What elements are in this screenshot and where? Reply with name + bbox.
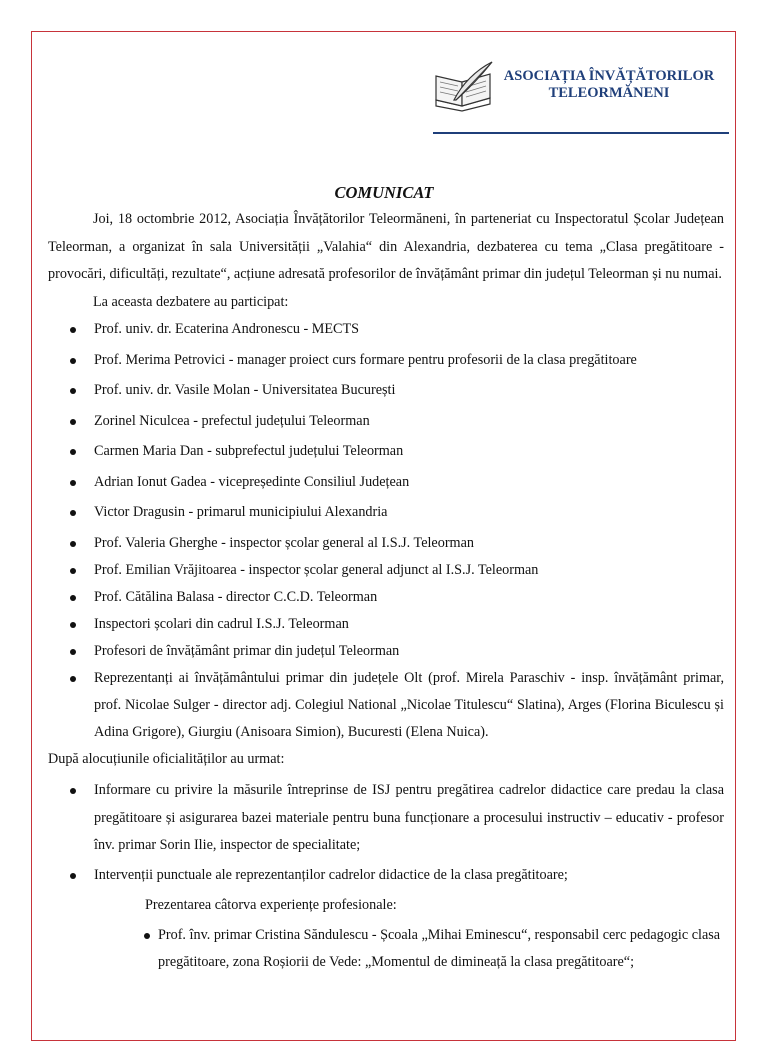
bullet-icon	[70, 676, 76, 682]
bullet-icon	[70, 358, 76, 364]
bullet-icon	[144, 933, 150, 939]
after-intro: După alocuțiunile oficialităților au urmat:	[48, 750, 285, 767]
org-title-line2: TELEORMĂNENI	[548, 85, 670, 101]
document-title: COMUNICAT	[334, 183, 434, 202]
bullet-icon	[70, 788, 76, 794]
list-item: Prof. Valeria Gherghe - inspector școlar general al I.S.J. Teleorman	[48, 530, 724, 557]
experiences-intro: Prezentarea câtorva experiențe profesionale:	[145, 897, 397, 913]
intro-paragraph: Joi, 18 octombrie 2012, Asociația Învățătorilor Teleormăneni, în parteneriat cu Inspectoratul Școlar Județean Teleorman, a organizat în sala Universității „Valahia“ din Alexandria, dezbaterea cu tema „Clasa pregătitoare - provocări, dificultăți, rezultate“, acțiune adresată profesorilor de învățământ primar din județul Teleorman și nu numai.	[48, 211, 724, 282]
list-item: Reprezentanți ai învățământului primar din județele Olt (prof. Mirela Paraschiv - insp. învățământ primar, prof. Nicolae Sulger - director adj. Colegiul National „Nicolae Titulescu“ Slatina), Arges (Florina Biculescu și Adina Grigore), Giurgiu (Anisoara Simion), Bucuresti (Elena Nuica).	[48, 665, 724, 746]
participants-intro: La aceasta dezbatere au participat:	[93, 293, 289, 310]
org-title-line1: ASOCIAȚIA ÎNVĂȚĂTORILOR	[503, 68, 715, 84]
bullet-icon	[70, 327, 76, 333]
bullet-icon	[70, 873, 76, 879]
list-item: Carmen Maria Dan - subprefectul județului Teleorman	[48, 438, 724, 465]
activities-list	[48, 777, 724, 889]
list-item: Prof. univ. dr. Ecaterina Andronescu - MECTS	[48, 316, 724, 343]
bullet-icon	[70, 595, 76, 601]
document-body	[48, 206, 724, 977]
organization-title	[492, 68, 726, 102]
list-item: Intervenții punctuale ale reprezentanților cadrelor didactice de la clasa pregătitoare;	[48, 862, 724, 890]
bullet-icon	[70, 480, 76, 486]
list-item: Prof. Emilian Vrăjitoarea - inspector școlar general adjunct al I.S.J. Teleorman	[48, 557, 724, 584]
bullet-icon	[70, 541, 76, 547]
list-item: Profesori de învățământ primar din județul Teleorman	[48, 638, 724, 665]
list-item: Zorinel Niculcea - prefectul județului Teleorman	[48, 408, 724, 435]
participants-list	[48, 316, 724, 746]
bullet-icon	[70, 649, 76, 655]
list-item: Adrian Ionut Gadea - vicepreședinte Consiliul Județean	[48, 469, 724, 496]
header-divider	[433, 132, 729, 134]
bullet-icon	[70, 449, 76, 455]
list-item: Informare cu privire la măsurile întreprinse de ISJ pentru pregătirea cadrelor didactice care predau la clasa pregătitoare și asigurarea bazei materiale pentru buna funcționare a procesului instructiv – educativ - profesor înv. primar Sorin Ilie, inspector de specialitate;	[48, 777, 724, 860]
list-item: Prof. univ. dr. Vasile Molan - Universitatea București	[48, 377, 724, 404]
bullet-icon	[70, 419, 76, 425]
list-item: Prof. înv. primar Cristina Săndulescu - Școala „Mihai Eminescu“, responsabil cerc pedagogic clasa pregătitoare, zona Roșiorii de Vede: „Momentul de dimineață la clasa pregătitoare“;	[48, 922, 724, 977]
bullet-icon	[70, 568, 76, 574]
list-item: Prof. Cătălina Balasa - director C.C.D. Teleorman	[48, 584, 724, 611]
bullet-icon	[70, 622, 76, 628]
list-item: Victor Dragusin - primarul municipiului Alexandria	[48, 499, 724, 526]
book-quill-icon	[432, 60, 494, 112]
bullet-icon	[70, 388, 76, 394]
bullet-icon	[70, 510, 76, 516]
list-item: Inspectori școlari din cadrul I.S.J. Teleorman	[48, 611, 724, 638]
experiences-list	[48, 922, 724, 977]
list-item: Prof. Merima Petrovici - manager proiect curs formare pentru profesorii de la clasa pregătitoare	[48, 347, 724, 374]
